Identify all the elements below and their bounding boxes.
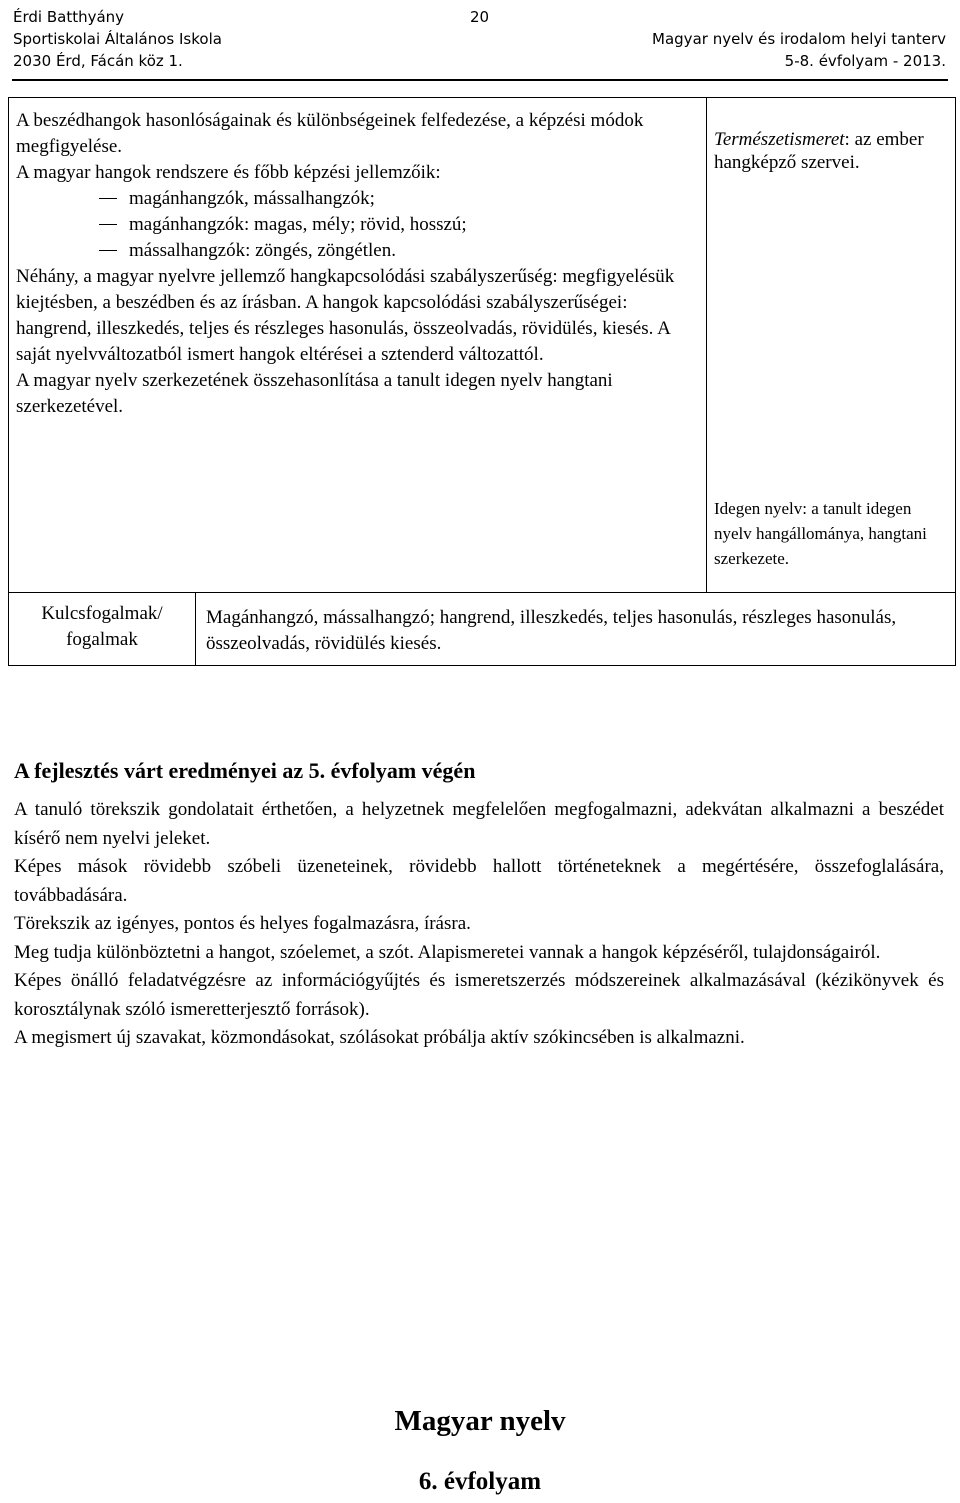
document-grade: 5-8. évfolyam - 2013. (784, 52, 946, 70)
content-paragraph-2: A magyar hangok rendszere és főbb képzési jellemzőik: (16, 162, 441, 183)
connection-science (714, 128, 949, 174)
connection-science-text: : az ember hangképző szervei. (714, 129, 924, 173)
connection-foreign-language: Idegen nyelv: a tanult idegen nyelv hangállománya, hangtani szerkezete. (714, 499, 927, 568)
content-cell (9, 98, 707, 593)
content-paragraph-3: Néhány, a magyar nyelvre jellemző hangkapcsolódási szabályszerűség: megfigyelésük kiejtésben, a beszédben és az írásban. A hangok kapcsolódási szabályszerűségei: hangrend, illeszkedés, teljes és részleges hasonulás, összeolvadás, rövidülés, kiesés. A saját nyelvváltozatból ismert hangok eltérései a sztenderd változattól. (16, 266, 675, 365)
content-paragraph-4: A magyar nyelv szerkezetének összehasonlítása a tanult idegen nyelv hangtani szerkezetével. (16, 370, 613, 417)
keywords-text: Magánhangzó, mássalhangzó; hangrend, illeszkedés, teljes hasonulás, részleges hasonulás, összeolvadás, rövidülés kiesés. (196, 593, 956, 666)
curriculum-table (8, 97, 956, 666)
list-item: magánhangzók, mássalhangzók; (16, 186, 700, 212)
school-name: Érdi Batthyány (13, 8, 125, 26)
section-heading: A fejlesztés várt eredményei az 5. évfolyam végén (14, 758, 476, 783)
keywords-row (9, 593, 956, 666)
result-paragraph: Meg tudja különböztetni a hangot, szóelemet, a szót. Alapismeretei vannak a hangok képzéséről, tulajdonságairól. (14, 941, 881, 963)
list-item: mássalhangzók: zöngés, zöngétlen. (16, 238, 700, 264)
keywords-label: Kulcsfogalmak/ fogalmak (9, 593, 196, 666)
school-type: Sportiskolai Általános Iskola (13, 30, 222, 48)
header-divider (12, 79, 948, 81)
content-paragraph-1: A beszédhangok hasonlóságainak és különbségeinek felfedezése, a képzési módok megfigyelése. (16, 110, 644, 157)
connections-cell (707, 98, 956, 593)
document-info (652, 28, 946, 72)
page-number: 20 (470, 8, 490, 26)
list-item: magánhangzók: magas, mély; rövid, hosszú; (16, 212, 700, 238)
next-section-title: Magyar nyelv (394, 1405, 566, 1437)
page-header (0, 0, 960, 82)
school-address: 2030 Érd, Fácán köz 1. (13, 52, 183, 70)
document-title: Magyar nyelv és irodalom helyi tanterv (652, 30, 946, 48)
content-row (9, 98, 956, 593)
connection-science-subject: Természetismeret (714, 129, 845, 150)
sound-list (16, 186, 700, 264)
result-paragraph: A tanuló törekszik gondolatait érthetően, a helyzetnek megfelelően megfogalmazni, adekvátan alkalmazni a beszédet kísérő nem nyelvi jeleket. (14, 799, 944, 849)
expected-results-section (14, 757, 944, 1053)
result-paragraph: Képes mások rövidebb szóbeli üzeneteinek, rövidebb hallott történeteknek a megértésére, összefoglalására, továbbadására. (14, 856, 944, 906)
result-paragraph: Képes önálló feladatvégzésre az információgyűjtés és ismeretszerzés módszereinek alkalmazásával (kézikönyvek és korosztálynak szóló ismeretterjesztő források). (14, 970, 944, 1020)
school-info (13, 6, 222, 72)
next-section-grade: 6. évfolyam (418, 1468, 542, 1495)
result-paragraph: Törekszik az igényes, pontos és helyes fogalmazásra, írásra. (14, 913, 471, 934)
result-paragraph: A megismert új szavakat, közmondásokat, szólásokat próbálja aktív szókincsében is alkalmazni. (14, 1027, 745, 1048)
